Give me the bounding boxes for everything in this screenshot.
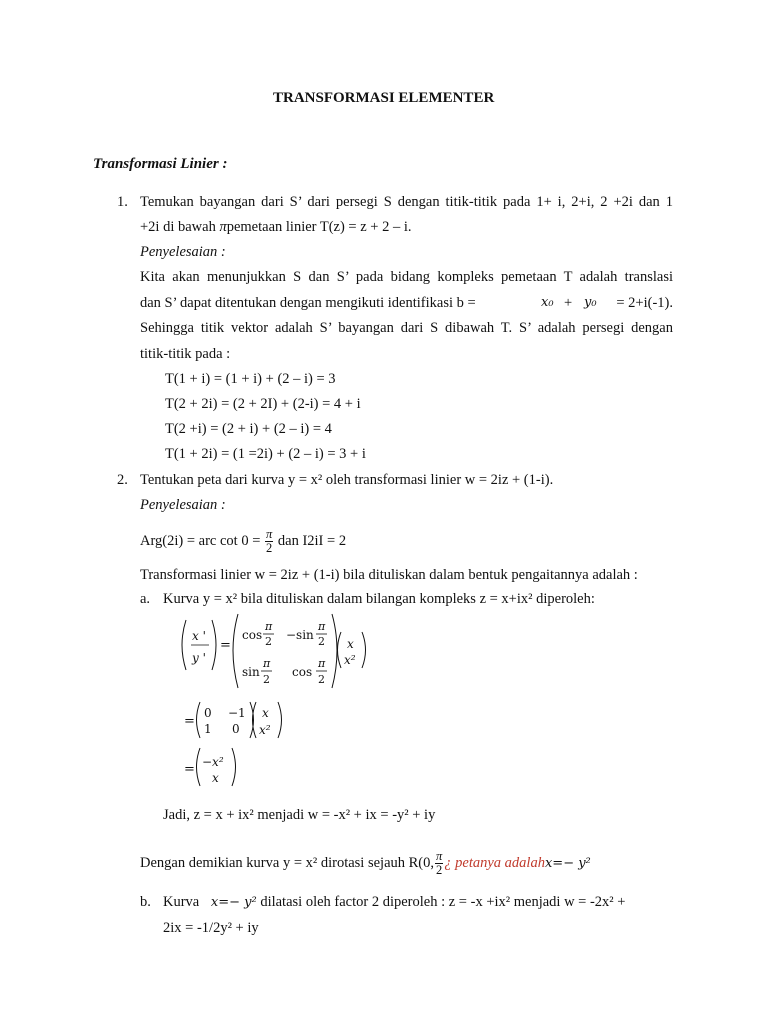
- q2b-line-2: 2ix = -1/2y² + iy: [163, 920, 259, 936]
- svg-text:π: π: [318, 620, 326, 633]
- svg-text:π: π: [318, 657, 326, 670]
- svg-text:0: 0: [204, 706, 212, 720]
- q1-number: 1.: [117, 194, 128, 210]
- q2b-label: b.: [140, 894, 151, 910]
- svg-text:x²: x²: [344, 653, 356, 667]
- svg-text:2: 2: [318, 673, 325, 686]
- svg-text:sin: sin: [242, 665, 260, 679]
- q1-solution-label: Penyelesaian :: [140, 244, 226, 260]
- svg-text:π: π: [263, 657, 271, 670]
- svg-text:y ': y ': [192, 651, 206, 665]
- q2-solution-label: Penyelesaian :: [140, 497, 226, 513]
- svg-text:2: 2: [265, 635, 272, 648]
- q1-equation-2: T(2 + 2i) = (2 + 2I) + (2-i) = 4 + i: [165, 396, 361, 412]
- section-heading: Transformasi Linier :: [93, 156, 228, 172]
- q2-transform-line: Transformasi linier w = 2iz + (1-i) bila dituliskan dalam bentuk pengaitannya adalah :: [140, 567, 638, 583]
- q1-solution-line-1: Kita akan menunjukkan S dan S’ pada bidang kompleks pemetaan T adalah translasi: [140, 269, 673, 285]
- q2b-line-1: Kurva x=− y² dilatasi oleh factor 2 diperoleh : z = -x +ix² menjadi w = -2x² +: [163, 894, 626, 910]
- svg-text:=: =: [184, 762, 195, 777]
- q2-number: 2.: [117, 472, 128, 488]
- svg-text:x²: x²: [259, 723, 271, 737]
- svg-text:=: =: [184, 714, 195, 729]
- svg-text:−sin: −sin: [286, 628, 314, 642]
- q2-arg-line: Arg(2i) = arc cot 0 = $\frac{\pi}{2}$ dan I2iI = 2: [140, 527, 347, 556]
- q1-solution-line-2: dan S’ dapat ditentukan dengan mengikuti identifikasi b = x₀ + y₀ = 2+i(-1).: [140, 295, 673, 311]
- svg-text:−x²: −x²: [202, 755, 224, 769]
- q2-conclusion-line: Dengan demikian kurva y = x² dirotasi sejauh R(0, $\frac{\pi}{2}$ ¿ petanya adalahx=− y²: [140, 849, 591, 878]
- svg-text:x ': x ': [192, 629, 206, 643]
- svg-text:x: x: [347, 637, 354, 651]
- q1-equation-1: T(1 + i) = (1 + i) + (2 – i) = 3: [165, 371, 336, 387]
- svg-text:cos: cos: [242, 628, 263, 642]
- pi-over-2-fraction: $\frac{\pi}{2}$: [266, 527, 273, 556]
- svg-text:x: x: [212, 771, 219, 785]
- svg-text:2: 2: [263, 673, 270, 686]
- q2-line-1: Tentukan peta dari kurva y = x² oleh transformasi linier w = 2iz + (1-i).: [140, 472, 554, 488]
- q2a-label: a.: [140, 591, 151, 607]
- document-title: TRANSFORMASI ELEMENTER: [273, 90, 495, 106]
- q1-equation-3: T(2 +i) = (2 + i) + (2 – i) = 4: [165, 421, 332, 437]
- q2a-text: Kurva y = x² bila dituliskan dalam bilangan kompleks z = x+ix² diperoleh:: [163, 591, 595, 607]
- q1-equation-4: T(1 + 2i) = (1 =2i) + (2 – i) = 3 + i: [165, 446, 366, 462]
- matrix-equations: [160, 610, 400, 790]
- svg-text:−1: −1: [228, 706, 246, 720]
- svg-text:=: =: [220, 638, 231, 653]
- svg-text:1: 1: [204, 722, 212, 736]
- svg-text:cos: cos: [292, 665, 313, 679]
- q1-line-1: Temukan bayangan dari S’ dari persegi S dengan titik-titik pada 1+ i, 2+i, 2 +2i dan 1: [140, 194, 673, 210]
- pi-symbol: π: [219, 219, 227, 235]
- svg-text:x: x: [262, 706, 269, 720]
- svg-text:π: π: [265, 620, 273, 633]
- q1-solution-line-3: Sehingga titik vektor adalah S’ bayangan dari S dibawah T. S’ adalah persegi dengan: [140, 320, 673, 336]
- q1-solution-line-4: titik-titik pada :: [140, 346, 231, 362]
- q1-line-2: +2i di bawah πpemetaan linier T(z) = z + 2 – i.: [140, 219, 412, 235]
- svg-text:0: 0: [232, 722, 240, 736]
- q2-jadi-line: Jadi, z = x + ix² menjadi w = -x² + ix = -y² + iy: [163, 807, 436, 823]
- svg-text:2: 2: [318, 635, 325, 648]
